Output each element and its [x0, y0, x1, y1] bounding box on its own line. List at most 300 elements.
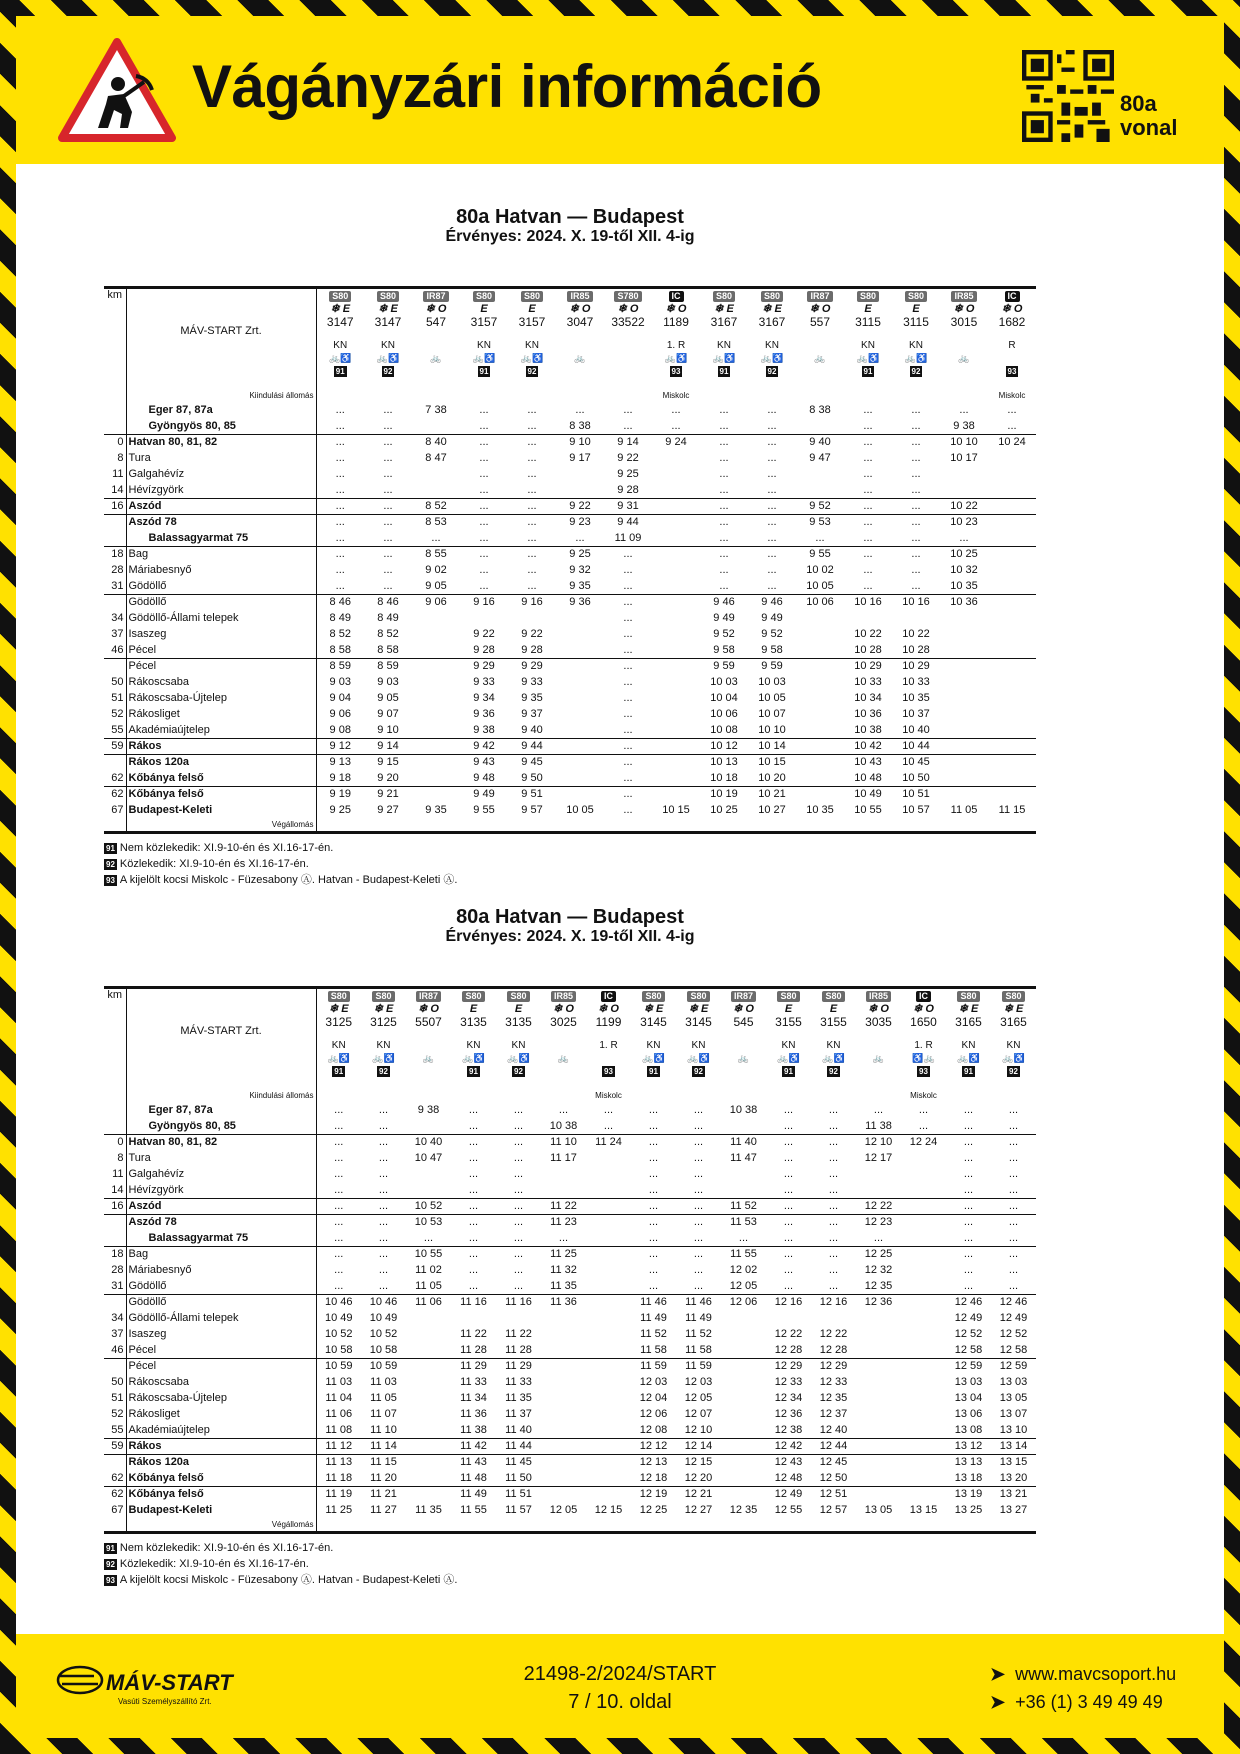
service-symbols: ❄ O	[733, 1003, 754, 1015]
departure-time: ...	[383, 564, 393, 576]
footnote-text: Közlekedik: XI.9-10-én és XI.16-17-én.	[119, 858, 309, 870]
departure-time	[796, 467, 844, 483]
train-origin	[700, 389, 748, 403]
operator-name: MÁV-START Zrt.	[180, 1025, 262, 1037]
station-km: 55	[104, 723, 126, 739]
departure-time: 13 03	[999, 1376, 1028, 1388]
train-service-code	[558, 339, 602, 352]
departure-time: 12 17	[864, 1152, 893, 1164]
departure-time: 12 35	[819, 1392, 848, 1404]
departure-time: ...	[676, 1199, 721, 1215]
departure-time: 12 58	[954, 1344, 983, 1356]
departure-time: 10 12	[700, 739, 748, 755]
departure-time: ...	[527, 484, 537, 496]
departure-time	[652, 787, 700, 803]
departure-time: 11 52	[640, 1328, 667, 1340]
departure-time	[406, 1375, 451, 1391]
station-name: Bag	[126, 1247, 316, 1263]
departure-time: ...	[527, 452, 537, 464]
departure-time: ...	[335, 420, 345, 432]
station-name: Gödöllő	[126, 579, 316, 595]
station-km	[104, 531, 126, 547]
station-name: Rákoscsaba-Újtelep	[126, 1391, 316, 1407]
train-category-badge: S80	[507, 991, 529, 1002]
departure-time: 10 24	[988, 435, 1036, 451]
departure-time: 12 29	[811, 1359, 856, 1375]
departure-time: 12 38	[774, 1424, 803, 1436]
departure-time	[901, 1439, 946, 1455]
departure-time	[541, 1391, 586, 1407]
station-name: Gödöllő	[126, 1295, 316, 1311]
departure-time	[406, 1487, 451, 1503]
departure-time: ...	[316, 1215, 361, 1231]
footnote-ref	[453, 1065, 494, 1078]
departure-time: ...	[767, 532, 777, 544]
departure-time	[988, 595, 1036, 611]
train-category-badge: S80	[957, 991, 979, 1002]
departure-time: 8 59	[316, 659, 364, 675]
departure-time: 12 46	[946, 1295, 991, 1311]
departure-time: ...	[648, 1184, 659, 1196]
footnote-ref	[606, 365, 650, 377]
departure-time	[652, 595, 700, 611]
departure-time	[988, 723, 1036, 739]
station-km: 11	[104, 467, 126, 483]
departure-time	[541, 1375, 586, 1391]
footnote-badge: 91	[106, 844, 115, 853]
departure-time: ...	[918, 1120, 929, 1132]
departure-time: ...	[946, 1247, 991, 1263]
departure-time: ...	[316, 1135, 361, 1151]
departure-time: ...	[700, 435, 748, 451]
train-column-header	[811, 988, 856, 1090]
footnote-badge: 92	[527, 367, 537, 376]
departure-time: ...	[766, 1135, 811, 1151]
train-category-badge: IR85	[866, 991, 891, 1002]
departure-time: 9 27	[377, 804, 399, 816]
departure-time: 12 16	[811, 1295, 856, 1311]
departure-time: 9 02	[425, 564, 447, 576]
station-name: Rákos 120a	[126, 755, 316, 771]
departure-time: ...	[719, 532, 729, 544]
departure-time: ...	[316, 547, 364, 563]
train-category-badge: IR85	[951, 291, 976, 302]
departure-time: 13 03	[954, 1376, 983, 1388]
departure-time: 9 35	[569, 580, 591, 592]
train-number: 3145	[685, 1015, 712, 1029]
train-number: 3165	[955, 1015, 982, 1029]
departure-time: ...	[963, 1264, 974, 1276]
departure-time: ...	[496, 1247, 541, 1263]
bicycle-icon	[606, 352, 650, 365]
station-km: 59	[104, 1439, 126, 1455]
departure-time: 10 46	[316, 1295, 361, 1311]
departure-time: 13 15	[991, 1455, 1036, 1471]
departure-time: 11 06	[325, 1408, 353, 1420]
departure-time: ...	[693, 1184, 704, 1196]
departure-time: 12 49	[999, 1312, 1028, 1324]
departure-time: ...	[468, 1232, 479, 1244]
departure-time: ...	[334, 1104, 344, 1116]
train-column-header	[991, 988, 1036, 1090]
departure-time: 12 52	[999, 1328, 1028, 1340]
departure-time: 11 45	[496, 1455, 541, 1471]
departure-time: 9 29	[460, 659, 508, 675]
station-name: Tura	[126, 1151, 316, 1167]
train-number: 3115	[855, 315, 881, 329]
departure-time: 12 20	[684, 1472, 713, 1484]
departure-time	[940, 675, 988, 691]
departure-time: 9 28	[473, 644, 495, 656]
departure-time: 9 46	[748, 595, 796, 611]
departure-time	[721, 1407, 766, 1423]
departure-time	[412, 707, 460, 723]
train-service-code: KN	[381, 340, 395, 351]
departure-time: ...	[527, 420, 537, 432]
departure-time	[556, 771, 604, 787]
departure-time	[652, 451, 700, 467]
departure-time	[541, 1167, 586, 1183]
departure-time: 11 36	[460, 1408, 487, 1420]
km-label: km	[107, 989, 123, 1001]
train-service-code: KN	[861, 340, 875, 351]
train-category-badge: S80	[377, 291, 399, 302]
service-symbols: E	[912, 303, 920, 315]
station-km: 50	[104, 1375, 126, 1391]
departure-time: 11 12	[316, 1439, 361, 1455]
departure-time: ...	[604, 755, 652, 771]
train-category-badge: IR85	[567, 291, 592, 302]
departure-time: ...	[700, 547, 748, 563]
departure-time: 10 25	[710, 804, 738, 816]
departure-time	[406, 1359, 451, 1375]
bicycle-icon: 🚲♿	[957, 1053, 980, 1063]
departure-time	[901, 1151, 946, 1167]
train-category-badge: IR87	[731, 991, 756, 1002]
departure-time: 9 38	[417, 1104, 440, 1116]
departure-time	[988, 451, 1036, 467]
train-service-code: KN	[511, 1040, 526, 1051]
station-row	[104, 547, 1036, 563]
departure-time: 11 46	[676, 1295, 721, 1311]
departure-time	[988, 547, 1036, 563]
station-name: Pécel	[126, 1343, 316, 1359]
departure-time: ...	[1008, 1280, 1019, 1292]
departure-time	[901, 1263, 946, 1279]
departure-time	[796, 675, 844, 691]
departure-time: ...	[623, 612, 633, 624]
departure-time	[586, 1231, 631, 1247]
departure-time: ...	[334, 1168, 344, 1180]
departure-time: 10 03	[758, 676, 786, 688]
service-symbols: ❄ E	[328, 1003, 349, 1015]
departure-time: 12 24	[901, 1135, 946, 1151]
service-symbols: ❄ E	[958, 1003, 979, 1015]
train-category-badge: S80	[1002, 991, 1024, 1002]
departure-time: ...	[361, 1135, 406, 1151]
departure-time: 9 47	[809, 452, 831, 464]
departure-time: 11 38	[460, 1424, 487, 1436]
train-header-row	[104, 988, 1036, 1090]
train-column-header	[316, 288, 364, 390]
train-origin	[940, 389, 988, 403]
station-row	[104, 659, 1036, 675]
departure-time	[901, 1327, 946, 1343]
departure-time: ...	[479, 420, 489, 432]
train-origin	[541, 1089, 586, 1103]
departure-time: 12 59	[991, 1359, 1036, 1375]
departure-time: ...	[361, 1215, 406, 1231]
bicycle-icon: 🚲♿	[777, 1053, 800, 1063]
departure-time: ...	[468, 1184, 479, 1196]
station-name: Tura	[126, 451, 316, 467]
departure-time: 11 16	[451, 1295, 496, 1311]
station-name: Pécel	[126, 643, 316, 659]
departure-time: ...	[863, 580, 873, 592]
departure-time	[856, 1359, 901, 1375]
timetable-1	[104, 206, 1036, 888]
station-row	[104, 1391, 1036, 1407]
departure-time: 9 49	[713, 612, 735, 624]
bicycle-icon: 🚲♿	[507, 1053, 530, 1063]
departure-time	[988, 707, 1036, 723]
departure-time	[412, 723, 460, 739]
station-km: 37	[104, 627, 126, 643]
departure-time: ...	[828, 1264, 839, 1276]
departure-time: 8 59	[364, 659, 412, 675]
departure-time	[940, 707, 988, 723]
departure-time: ...	[431, 532, 441, 544]
service-symbols: ❄ O	[418, 1003, 439, 1015]
departure-time	[586, 1343, 631, 1359]
departure-time: 11 40	[721, 1135, 766, 1151]
station-km: 55	[104, 1423, 126, 1439]
departure-time: 10 38	[729, 1104, 758, 1116]
train-category-badge: S80	[328, 991, 350, 1002]
service-symbols: ❄ O	[953, 303, 975, 315]
train-origin	[811, 1089, 856, 1103]
departure-time: 10 35	[902, 692, 930, 704]
departure-time: ...	[766, 1199, 811, 1215]
km-label: km	[107, 289, 123, 301]
departure-time: ...	[451, 1135, 496, 1151]
departure-time: 10 02	[806, 564, 834, 576]
station-row	[104, 1247, 1036, 1263]
departure-time: 12 03	[639, 1376, 668, 1388]
departure-time: 12 32	[864, 1264, 893, 1276]
train-origin: Miskolc	[595, 1091, 622, 1100]
departure-time: 9 52	[761, 628, 783, 640]
train-origin	[316, 1089, 361, 1103]
departure-time: 12 03	[684, 1376, 713, 1388]
departure-time: ...	[844, 547, 892, 563]
departure-time: ...	[719, 404, 729, 416]
departure-time: ...	[863, 468, 873, 480]
departure-time: ...	[748, 515, 796, 531]
station-row	[104, 1343, 1036, 1359]
train-origin: Miskolc	[910, 1091, 937, 1100]
departure-time: 11 33	[505, 1376, 532, 1388]
departure-time: 10 38	[854, 724, 882, 736]
departure-time	[721, 1359, 766, 1375]
arrow-right-icon: ➤	[990, 1692, 1006, 1712]
departure-time: 10 13	[700, 755, 748, 771]
departure-time	[940, 723, 988, 739]
departure-time: 11 28	[460, 1344, 487, 1356]
train-category-badge: IR87	[807, 291, 832, 302]
departure-time: 10 43	[844, 755, 892, 771]
train-category-badge: S80	[777, 991, 799, 1002]
departure-time: ...	[811, 1215, 856, 1231]
departure-time: 11 27	[370, 1504, 397, 1516]
departure-time: 8 38	[809, 404, 831, 416]
service-symbols: ❄ O	[809, 303, 831, 315]
origin-label-row	[104, 389, 1036, 403]
departure-time	[652, 755, 700, 771]
departure-time: 10 15	[748, 755, 796, 771]
footnote-badge: 91	[335, 367, 345, 376]
departure-time: 9 52	[796, 499, 844, 515]
departure-time: 12 04	[639, 1392, 668, 1404]
departure-time	[796, 643, 844, 659]
departure-time	[556, 627, 604, 643]
departure-time: 12 21	[676, 1487, 721, 1503]
service-symbols: ❄ E	[714, 303, 734, 315]
bicycle-icon: 🚲♿	[1002, 1053, 1025, 1063]
timetable-title: 80a Hatvan — Budapest	[456, 206, 684, 228]
station-name: Kőbánya felső	[126, 1471, 316, 1487]
departure-time	[541, 1471, 586, 1487]
train-number: 3165	[1000, 1015, 1027, 1029]
departure-time: 9 46	[700, 595, 748, 611]
departure-time: 12 07	[684, 1408, 713, 1420]
departure-time	[988, 611, 1036, 627]
departure-time: 10 25	[940, 547, 988, 563]
departure-time	[652, 643, 700, 659]
train-number: 3145	[640, 1015, 667, 1029]
departure-time	[721, 1391, 766, 1407]
departure-time: ...	[527, 532, 537, 544]
departure-time	[721, 1471, 766, 1487]
departure-time	[406, 1343, 451, 1359]
station-km: 67	[104, 1503, 126, 1519]
departure-time: 10 59	[361, 1359, 406, 1375]
departure-time: 13 12	[946, 1439, 991, 1455]
departure-time: ...	[767, 420, 777, 432]
departure-time	[796, 659, 844, 675]
departure-time: 12 12	[631, 1439, 676, 1455]
footnote-badge: 92	[379, 1067, 388, 1076]
departure-time: ...	[719, 468, 729, 480]
service-symbols: E	[784, 1003, 793, 1015]
timetable-2	[104, 906, 1036, 1588]
departure-time: 10 46	[361, 1295, 406, 1311]
departure-time: ...	[479, 468, 489, 480]
service-symbols: E	[480, 303, 488, 315]
departure-time: 9 03	[329, 676, 351, 688]
service-symbols: E	[514, 1003, 523, 1015]
departure-time	[406, 1455, 451, 1471]
departure-time: 10 55	[854, 804, 882, 816]
train-column-header	[460, 288, 508, 390]
station-row	[104, 531, 1036, 547]
departure-time: ...	[811, 1135, 856, 1151]
train-column-header	[844, 288, 892, 390]
station-row	[104, 483, 1036, 499]
departure-time: ...	[719, 580, 729, 592]
departure-time	[988, 675, 1036, 691]
station-name: Pécel	[126, 659, 316, 675]
departure-time: ...	[604, 787, 652, 803]
timetable-grid	[104, 986, 1036, 1534]
train-service-code	[798, 339, 842, 352]
station-name: Akadémiaújtelep	[126, 1423, 316, 1439]
departure-time: 10 28	[854, 644, 882, 656]
departure-time	[556, 755, 604, 771]
departure-time: 12 10	[684, 1424, 713, 1436]
departure-time: ...	[335, 580, 345, 592]
train-number: 3125	[370, 1015, 397, 1029]
bicycle-icon: 🚲	[430, 353, 442, 363]
departure-time: ...	[623, 676, 633, 688]
station-km: 52	[104, 707, 126, 723]
station-name: Kőbánya felső	[126, 1487, 316, 1503]
departure-time: ...	[911, 404, 921, 416]
departure-time: 11 49	[685, 1312, 712, 1324]
train-column-header	[556, 288, 604, 390]
departure-time: 10 52	[406, 1199, 451, 1215]
departure-time: 9 29	[508, 659, 556, 675]
bicycle-icon: 🚲♿	[520, 353, 544, 363]
page-number: 7 / 10. oldal	[568, 1691, 672, 1713]
timetable-validity: Érvényes: 2024. X. 19-től XII. 4-ig	[445, 928, 695, 945]
station-km: 28	[104, 1263, 126, 1279]
departure-time	[652, 707, 700, 723]
departure-time	[556, 643, 604, 659]
departure-time: ...	[383, 484, 393, 496]
departure-time	[901, 1407, 946, 1423]
station-km	[104, 403, 126, 419]
website-link[interactable]: www.mavcsoport.hu	[1015, 1664, 1177, 1684]
svg-text:MÁV-START: MÁV-START	[106, 1670, 233, 1695]
station-name: Gödöllő-Állami telepek	[126, 611, 316, 627]
departure-time: 11 14	[361, 1439, 406, 1455]
departure-time: 13 14	[991, 1439, 1036, 1455]
departure-time: ...	[991, 1215, 1036, 1231]
footnote-ref	[723, 1065, 764, 1077]
operator-header	[126, 288, 316, 390]
train-number: 3167	[710, 315, 738, 329]
service-symbols: ❄ O	[553, 1003, 574, 1015]
departure-time: 12 25	[639, 1504, 668, 1516]
station-name: Hatvan 80, 81, 82	[126, 435, 316, 451]
departure-time	[556, 483, 604, 499]
departure-time: 10 59	[316, 1359, 361, 1375]
departure-time	[901, 1455, 946, 1471]
departure-time	[940, 691, 988, 707]
departure-time: ...	[316, 435, 364, 451]
departure-time: ...	[1008, 1264, 1019, 1276]
station-name: Galgahévíz	[126, 1167, 316, 1183]
train-origin	[844, 389, 892, 403]
departure-time: 11 25	[325, 1504, 353, 1516]
train-service-code	[543, 1039, 584, 1052]
departure-time: 12 35	[729, 1504, 758, 1516]
departure-time: 9 18	[329, 772, 351, 784]
station-km: 62	[104, 1487, 126, 1503]
bicycle-icon: 🚲	[422, 1053, 435, 1063]
station-row	[104, 419, 1036, 435]
